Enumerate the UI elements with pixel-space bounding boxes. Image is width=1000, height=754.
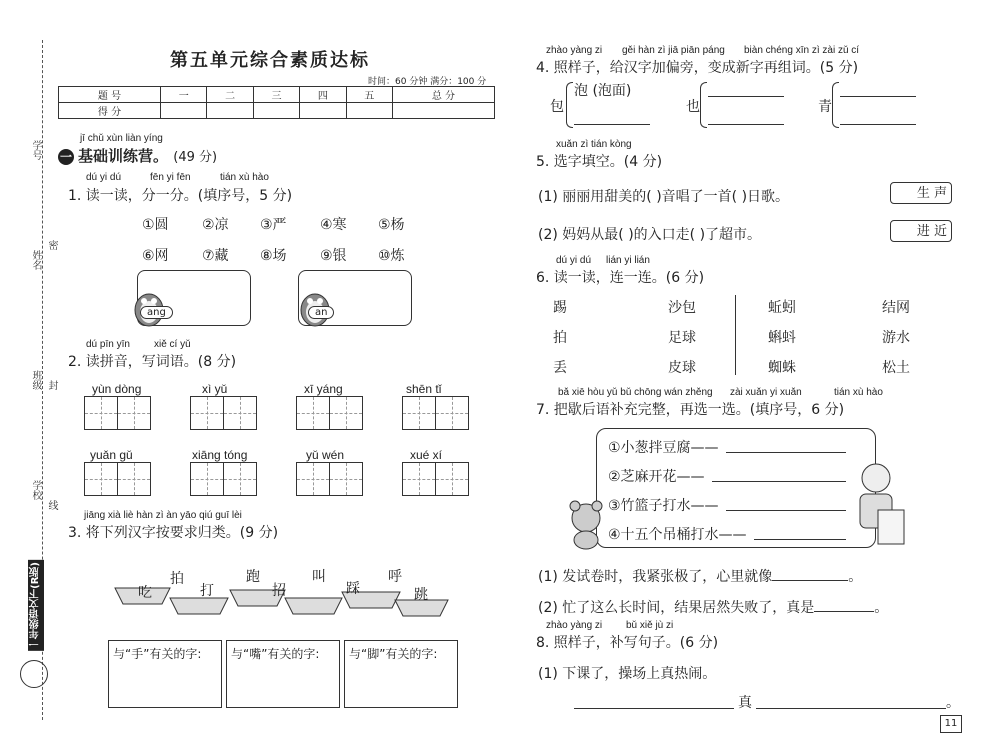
q5-pinyin: xuǎn zì tián kòng — [556, 139, 632, 150]
cut-mark-mi: 密 — [46, 240, 57, 250]
q8-answer-line-1[interactable] — [574, 708, 734, 709]
q6-object[interactable]: 足球 — [668, 330, 696, 346]
q3-sail-char: 打 — [200, 583, 214, 599]
q8-text: 8. 照样子，补写句子。(6 分) — [536, 635, 719, 651]
q7-sentence-1-text: (1) 发试卷时，我紧张极了，心里就像 — [538, 569, 773, 585]
q4-answer-line[interactable] — [840, 96, 916, 97]
q1-item: ⑤杨 — [378, 217, 405, 233]
q5-sentence-1: (1) 丽丽用甜美的( )音唱了一首( )日歌。 — [538, 189, 790, 205]
page-title: 第五单元综合素质达标 — [170, 50, 370, 71]
q2-text: 2. 读拼音，写词语。(8 分) — [68, 354, 237, 370]
q5-options-2: 进 近 — [890, 220, 952, 242]
q3-sail-char: 呼 — [388, 569, 402, 585]
q6-pinyin-b: lián yi lián — [606, 255, 650, 266]
q7-answer-line[interactable] — [726, 510, 846, 511]
score-input-cell[interactable] — [253, 103, 299, 119]
q4-answer-line[interactable] — [574, 124, 650, 125]
student-id-label: 学号 — [30, 140, 41, 160]
bear-icon — [562, 498, 610, 550]
q2-writing-grid[interactable] — [190, 462, 257, 496]
q7-blank-2[interactable] — [814, 611, 874, 612]
score-input-cell[interactable] — [161, 103, 207, 119]
time-limit: 时间：60 分钟 — [368, 77, 428, 87]
q7-sentence-2-text: (2) 忙了这么长时间，结果居然失败了，真是 — [538, 600, 815, 616]
foot-category-box[interactable] — [344, 640, 458, 708]
score-input-cell[interactable] — [300, 103, 346, 119]
q8-pinyin-b: bǔ xiě jù zi — [626, 620, 674, 631]
score-table-header-row — [59, 87, 495, 103]
q1-pinyin-b: fēn yi fēn — [150, 172, 191, 183]
q6-text: 6. 读一读，连一连。(6 分) — [536, 270, 705, 286]
q2-word-pinyin: yuǎn gǔ — [90, 448, 133, 462]
score-table-cell: 五 — [346, 87, 392, 103]
q2-pinyin-a: dú pīn yīn — [86, 339, 130, 350]
q7-item: ③竹篮子打水—— — [608, 498, 719, 514]
score-input-cell[interactable] — [207, 103, 253, 119]
q7-item: ①小葱拌豆腐—— — [608, 440, 719, 456]
q4-answer-line[interactable] — [840, 124, 916, 125]
q8-given-char: 真 — [738, 695, 752, 711]
q1-item: ⑩炼 — [378, 248, 405, 264]
q7-item: ④十五个吊桶打水—— — [608, 527, 747, 543]
q1-item: ⑨银 — [320, 248, 347, 264]
mouth-category-label: 与“嘴”有关的字: — [231, 647, 320, 661]
q6-animal[interactable]: 蝌蚪 — [768, 330, 796, 346]
q1-item: ①圆 — [142, 217, 169, 233]
score-table-cell: 二 — [207, 87, 253, 103]
q4-example: 泡 (泡面) — [574, 83, 632, 99]
score-table-cell: 四 — [300, 87, 346, 103]
q6-object[interactable]: 皮球 — [668, 360, 696, 376]
q8-pinyin-a: zhào yàng zi — [546, 620, 603, 631]
q2-writing-grid[interactable] — [190, 396, 257, 430]
q5-text: 5. 选字填空。(4 分) — [536, 154, 663, 170]
score-input-cell[interactable] — [392, 103, 494, 119]
q7-blank-1[interactable] — [772, 580, 848, 581]
q1-item: ④寒 — [320, 217, 347, 233]
q1-item: ⑧场 — [260, 248, 287, 264]
score-table-cell: 总 分 — [392, 87, 494, 103]
q4-pinyin-a: zhào yàng zi — [546, 45, 603, 56]
section1-heading — [58, 145, 217, 166]
name-label: 姓名 — [30, 250, 41, 270]
q2-word-pinyin: xī yáng — [304, 382, 343, 396]
q6-animal[interactable]: 蜘蛛 — [768, 360, 796, 376]
subject-label: 一年级语文下(R版) — [28, 560, 44, 651]
q3-sail-char: 踩 — [346, 581, 360, 597]
page-number: 11 — [940, 715, 962, 733]
q4-pinyin-b: gěi hàn zì jiā piān páng — [622, 45, 725, 56]
q7-sentence-1 — [538, 566, 862, 586]
q2-writing-grid[interactable] — [296, 462, 363, 496]
q6-animal[interactable]: 蚯蚓 — [768, 300, 796, 316]
score-table — [58, 86, 495, 119]
q2-word-pinyin: yùn dòng — [92, 382, 142, 396]
q1-pinyin-c: tián xù hào — [220, 172, 269, 183]
section1-number: 一 — [59, 150, 72, 164]
q4-brace — [700, 82, 707, 128]
q7-answer-line[interactable] — [726, 452, 846, 453]
cut-mark-feng: 封 — [46, 380, 57, 390]
q3-text: 3. 将下列汉字按要求归类。(9 分) — [68, 525, 279, 541]
q7-sentence-1-end: 。 — [848, 569, 863, 585]
school-label: 学校 — [30, 480, 41, 500]
q7-item: ②芝麻开花—— — [608, 469, 705, 485]
q1-item: ⑥网 — [142, 248, 169, 264]
q5-sentence-2: (2) 妈妈从最( )的入口走( )了超市。 — [538, 227, 762, 243]
q4-base-char: 青 — [818, 99, 832, 115]
q6-pinyin-a: dú yi dú — [556, 255, 592, 266]
q1-item: ⑦藏 — [202, 248, 229, 264]
child-with-scroll-icon — [848, 460, 906, 546]
q3-sail-char: 拍 — [170, 571, 184, 587]
q7-text: 7. 把歇后语补充完整，再选一选。(填序号，6 分) — [536, 402, 845, 418]
score-table-cell: 三 — [253, 87, 299, 103]
q5-options-1: 生 声 — [890, 182, 952, 204]
q8-sentence-1: (1) 下课了，操场上真热闹。 — [538, 666, 717, 682]
q4-brace — [832, 82, 839, 128]
q6-divider — [735, 295, 736, 375]
mouth-category-box[interactable] — [226, 640, 340, 708]
section1-title: 基础训练营。 — [78, 147, 169, 165]
foot-category-label: 与“脚”有关的字: — [349, 647, 438, 661]
q2-word-pinyin: xì yǔ — [202, 382, 228, 396]
q1-pinyin-a: dú yi dú — [86, 172, 122, 183]
q6-action[interactable]: 游水 — [882, 330, 910, 346]
q3-pinyin: jiāng xià liè hàn zì àn yāo qiú guī lèi — [84, 510, 242, 521]
q3-sail-char: 叫 — [312, 569, 326, 585]
binding-strip — [0, 0, 58, 754]
q3-sail-char: 吃 — [138, 585, 152, 601]
q7-sentence-2-end: 。 — [874, 600, 889, 616]
score-row-label: 得 分 — [59, 103, 161, 119]
q2-pinyin-b: xiě cí yǔ — [154, 339, 191, 350]
q7-pinyin-a: bǎ xiē hòu yǔ bǔ chōng wán zhěng — [558, 387, 713, 398]
mascot-icon — [20, 660, 48, 688]
q8-answer-line-2[interactable] — [756, 708, 946, 709]
hand-category-box[interactable] — [108, 640, 222, 708]
q2-writing-grid[interactable] — [402, 396, 469, 430]
q2-writing-grid[interactable] — [296, 396, 363, 430]
q6-verb[interactable]: 丢 — [553, 360, 567, 376]
q7-pinyin-c: tián xù hào — [834, 387, 883, 398]
q1-item: ③严 — [260, 217, 287, 233]
an-tag: an — [308, 306, 334, 319]
q4-base-char: 也 — [686, 99, 700, 115]
q7-answer-line[interactable] — [712, 481, 846, 482]
q7-answer-line[interactable] — [754, 539, 846, 540]
q4-answer-line[interactable] — [708, 96, 784, 97]
q2-word-pinyin: xiāng tóng — [192, 448, 248, 462]
hand-category-label: 与“手”有关的字: — [113, 647, 202, 661]
q3-sail-char: 跳 — [414, 587, 428, 603]
q4-answer-line[interactable] — [708, 124, 784, 125]
q2-writing-grid[interactable] — [402, 462, 469, 496]
q8-period: 。 — [946, 695, 960, 711]
q6-action[interactable]: 结网 — [882, 300, 910, 316]
class-label: 班级 — [30, 370, 41, 390]
q4-text: 4. 照样子，给汉字加偏旁，变成新字再组词。(5 分) — [536, 60, 859, 76]
ang-tag: ang — [140, 306, 173, 319]
q2-writing-grid[interactable] — [84, 462, 151, 496]
section1-score: (49 分) — [173, 150, 218, 165]
q2-word-pinyin: shēn tǐ — [406, 382, 442, 396]
q1-text: 1. 读一读，分一分。(填序号，5 分) — [68, 188, 293, 204]
q3-sail-char: 招 — [272, 583, 286, 599]
q6-action[interactable]: 松土 — [882, 360, 910, 376]
score-table-cell: 一 — [161, 87, 207, 103]
q6-verb[interactable]: 拍 — [553, 330, 567, 346]
score-table-cell: 题 号 — [59, 87, 161, 103]
q6-object[interactable]: 沙包 — [668, 300, 696, 316]
score-input-cell[interactable] — [346, 103, 392, 119]
q2-word-pinyin: xué xí — [410, 448, 443, 462]
cut-mark-xian: 线 — [46, 500, 57, 510]
q3-sail-char: 跑 — [246, 569, 260, 585]
q1-item: ②凉 — [202, 217, 229, 233]
q7-pinyin-b: zài xuǎn yi xuǎn — [730, 387, 802, 398]
q4-pinyin-c: biàn chéng xīn zì zài zǔ cí — [744, 45, 860, 56]
q4-brace — [566, 82, 573, 128]
q2-writing-grid[interactable] — [84, 396, 151, 430]
q4-base-char: 包 — [550, 99, 564, 115]
q7-sentence-2 — [538, 597, 888, 617]
section1-pinyin: jī chǔ xùn liàn yíng — [80, 133, 163, 144]
q2-word-pinyin: yǔ wén — [306, 448, 345, 462]
q6-verb[interactable]: 踢 — [553, 300, 567, 316]
score-table-score-row — [59, 103, 495, 119]
full-score: 满分：100 分 — [430, 77, 487, 87]
